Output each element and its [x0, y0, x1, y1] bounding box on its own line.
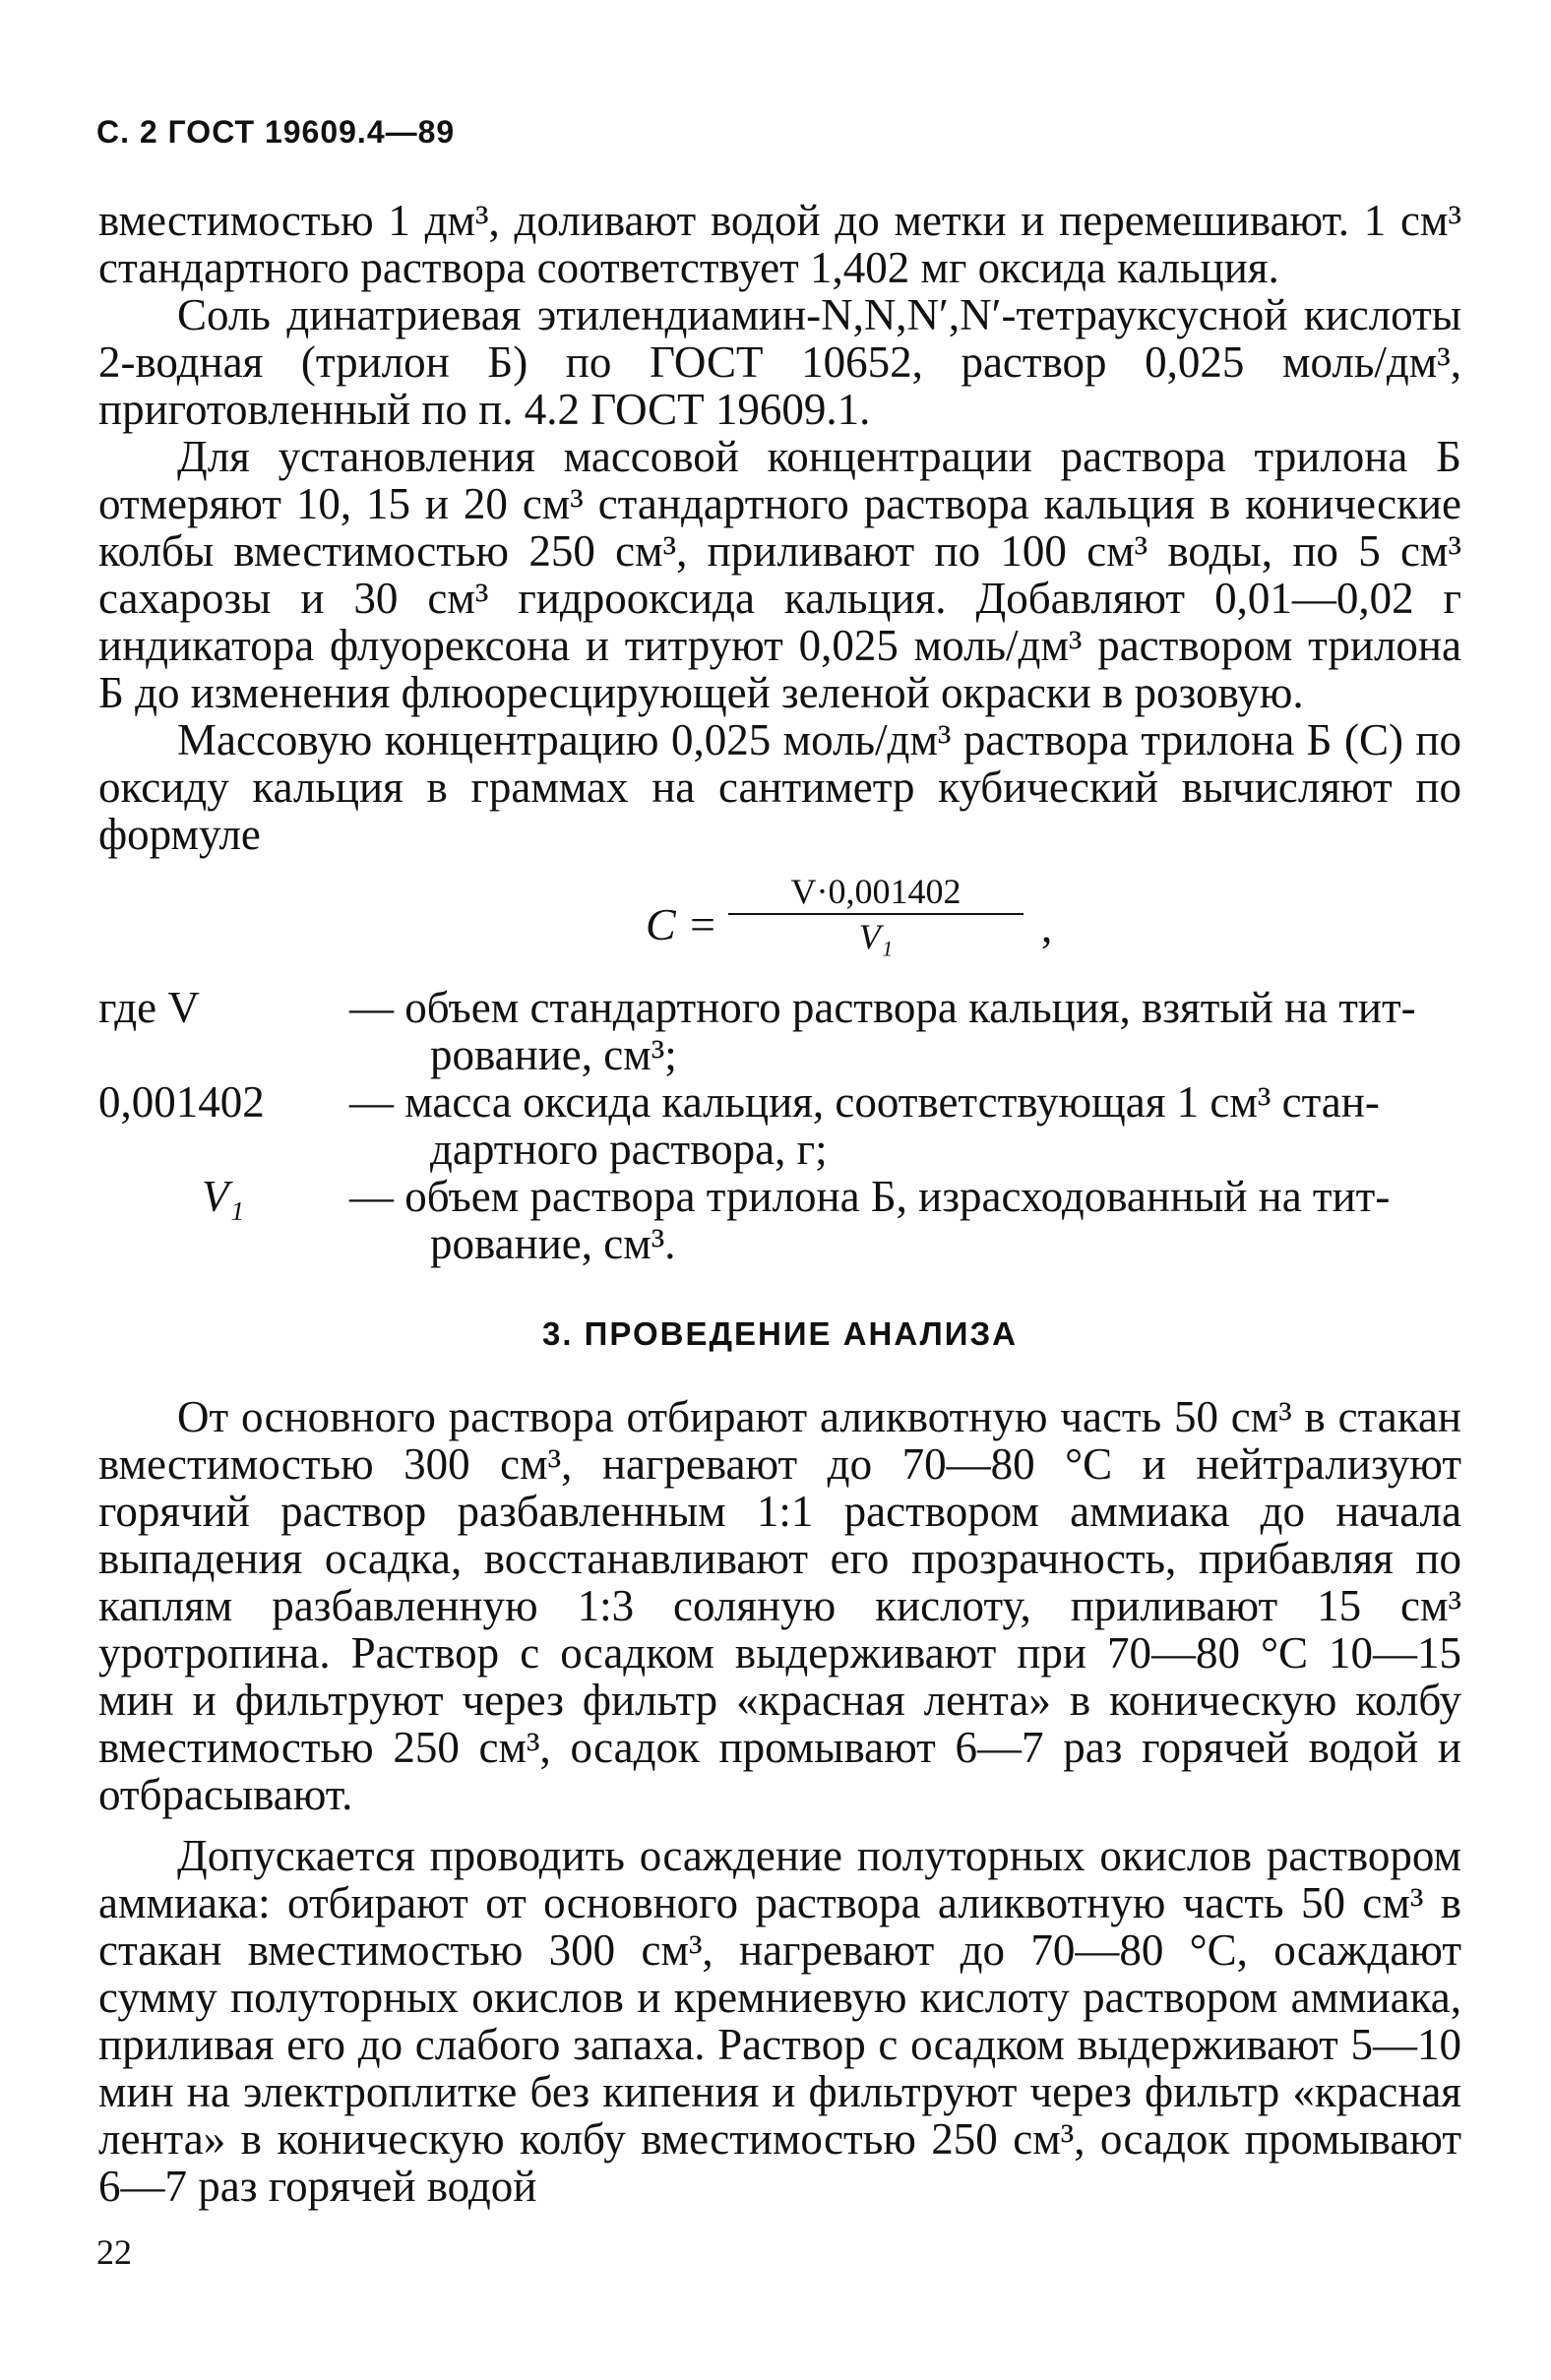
document-body [98, 197, 1461, 2210]
formula-lhs: C = [646, 899, 718, 949]
formula-numerator: V·0,001402 [728, 872, 1024, 915]
formula [98, 868, 1461, 966]
paragraph-alternative-procedure: Допускается проводить осаждение полуторных окислов раствором аммиака: отбирают от основного раствора аликвотную часть 50 см³ в стакан вместимостью 300 см³, нагревают до 70—80 °С, осаждают сумму полуторных окислов и кремниевую кислоту раствором аммиака, приливая его до слабого запаха. Раствор с осадком выдерживают 5—10 мин на электроплитке без кипения и фильтруют через фильтр «красная лента» в коническую колбу вместимостью 250 см³, осадок промывают 6—7 раз горячей водой [98, 1831, 1461, 2211]
formula-denominator: V₁ [858, 917, 894, 956]
definition-text-cont: рование, см³. [430, 1219, 676, 1268]
section-title: 3. ПРОВЕДЕНИЕ АНАЛИЗА [541, 1315, 1019, 1352]
definition-item [98, 1173, 1461, 1267]
definition-text-cont: рование, см³; [430, 1030, 677, 1079]
definition-text: — объем стандартного раствора кальция, взятый на тит- [349, 983, 1416, 1032]
page-number: 22 [96, 2232, 132, 2272]
formula-fraction [728, 872, 1024, 958]
paragraph-concentration-setup: Для установления массовой концентрации раствора трилона Б отмеряют 10, 15 и 20 см³ стандартного раствора кальция в конические колбы вместимостью 250 см³, приливают по 100 см³ воды, по 5 см³ сахарозы и 30 см³ гидрооксида кальция. Добавляют 0,01—0,02 г индикатора флуорексона и титруют 0,025 моль/дм³ раствором трилона Б до изменения флюоресцирующей зеленой окраски в розовую. [98, 432, 1461, 717]
definition-text: — масса оксида кальция, соответствующая 1 см³ стан- [349, 1077, 1380, 1127]
paragraph-reagent-trilon: Соль динатриевая этилендиамин-N,N,N′,N′-тетрауксусной кислоты 2-водная (трилон Б) по ГОСТ 10652, раствор 0,025 моль/дм³, приготовленный по п. 4.2 ГОСТ 19609.1. [98, 290, 1461, 434]
definition-item [98, 1078, 1461, 1173]
paragraph-analysis-procedure: От основного раствора отбирают аликвотную часть 50 см³ в стакан вместимостью 300 см³, нагревают до 70—80 °С и нейтрализуют горячий раствор разбавленным 1:1 раствором аммиака до начала выпадения осадка, восстанавливают его прозрачность, прибавляя по каплям разбавленную 1:3 соляную кислоту, приливают 15 см³ уротропина. Раствор с осадком выдерживают при 70—80 °С 10—15 мин и фильтруют через фильтр «красная лента» в коническую колбу вместимостью 250 см³, осадок промывают 6—7 раз горячей водой и отбрасывают. [98, 1392, 1461, 1819]
definition-text: — объем раствора трилона Б, израсходованный на тит- [349, 1172, 1391, 1221]
page-header: С. 2 ГОСТ 19609.4—89 [96, 114, 456, 150]
paragraph-continuation: вместимостью 1 дм³, доливают водой до метки и перемешивают. 1 см³ стандартного раствора соответствует 1,402 мг оксида кальция. [98, 196, 1461, 292]
definition-symbol: 0,001402 [98, 1077, 265, 1127]
paragraph-formula-intro: Массовую концентрацию 0,025 моль/дм³ раствора трилона Б (С) по оксиду кальция в граммах на сантиметр кубический вычисляют по формуле [98, 715, 1461, 859]
variable-definitions [98, 984, 1461, 1267]
definition-item [98, 984, 1461, 1078]
definition-symbol: где V [98, 983, 200, 1032]
formula-comma: , [1041, 902, 1053, 951]
definition-text-cont: дартного раствора, г; [430, 1125, 828, 1174]
definition-symbol: V₁ [202, 1172, 245, 1221]
